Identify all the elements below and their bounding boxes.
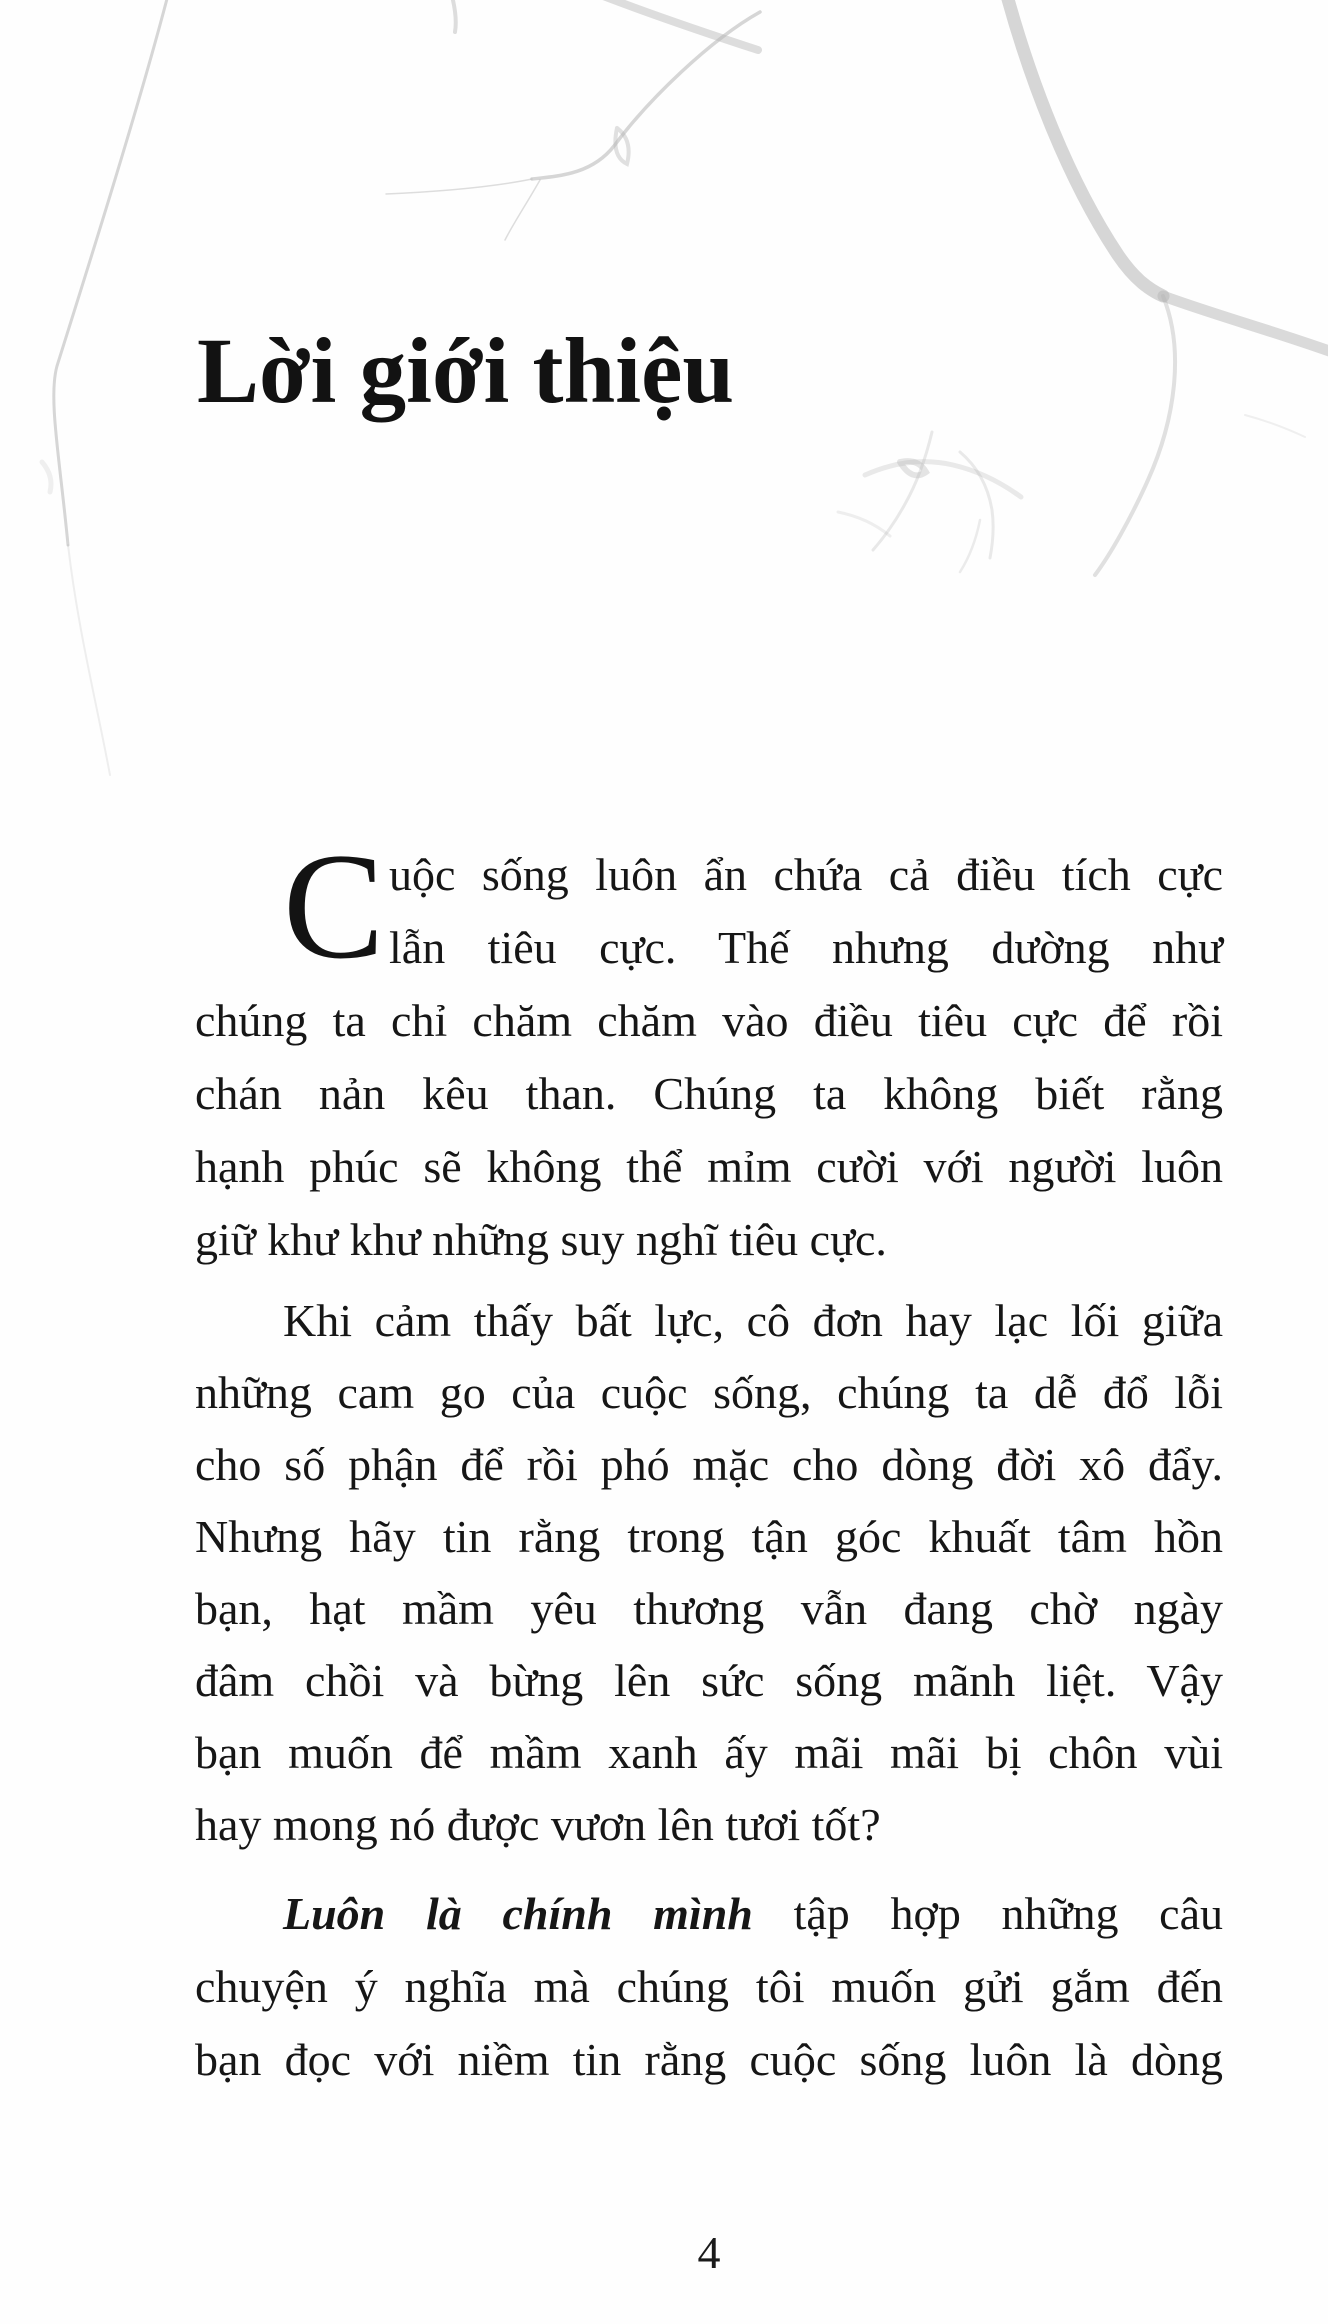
text-line: bạn, hạt mầm yêu thương vẫn đang chờ ngày <box>195 1583 1223 1634</box>
text-line: bạn đọc với niềm tin rằng cuộc sống luôn là dòng <box>195 2034 1223 2085</box>
paragraph-3 <box>195 1877 1223 2096</box>
text-line: chán nản kêu than. Chúng ta không biết rằng <box>195 1068 1223 1119</box>
text-line: bạn muốn để mầm xanh ấy mãi mãi bị chôn vùi <box>195 1727 1223 1778</box>
paragraph-2 <box>195 1285 1223 1861</box>
text-line: hay mong nó được vươn lên tươi tốt? <box>195 1799 881 1850</box>
book-title-reference: Luôn là chính mình <box>283 1888 753 1939</box>
chapter-title: Lời giới thiệu <box>197 320 735 424</box>
text-line: Khi cảm thấy bất lực, cô đơn hay lạc lối giữa <box>283 1295 1223 1346</box>
text-line: hạnh phúc sẽ không thể mỉm cười với người luôn <box>195 1141 1223 1192</box>
text-line-rest: tập hợp những câu <box>793 1888 1224 1939</box>
page-number: 4 <box>697 2227 721 2278</box>
text-line: đâm chồi và bừng lên sức sống mãnh liệt. Vậy <box>195 1655 1223 1706</box>
text-line: lẫn tiêu cực. Thế nhưng dường như <box>389 922 1223 973</box>
text-line: cho số phận để rồi phó mặc cho dòng đời xô đẩy. <box>195 1439 1223 1490</box>
text-line: Nhưng hãy tin rằng trong tận góc khuất tâm hồn <box>195 1511 1223 1562</box>
drop-cap: C <box>283 822 385 990</box>
paragraph-1 <box>195 838 1223 1276</box>
text-line: những cam go của cuộc sống, chúng ta dễ đổ lỗi <box>195 1367 1223 1418</box>
text-line <box>195 1877 1223 1950</box>
text-line: uộc sống luôn ẩn chứa cả điều tích cực <box>389 849 1223 900</box>
text-line: giữ khư khư những suy nghĩ tiêu cực. <box>195 1214 887 1265</box>
text-line: chúng ta chỉ chăm chăm vào điều tiêu cực để rồi <box>195 995 1223 1046</box>
text-line: chuyện ý nghĩa mà chúng tôi muốn gửi gắm đến <box>195 1961 1223 2012</box>
